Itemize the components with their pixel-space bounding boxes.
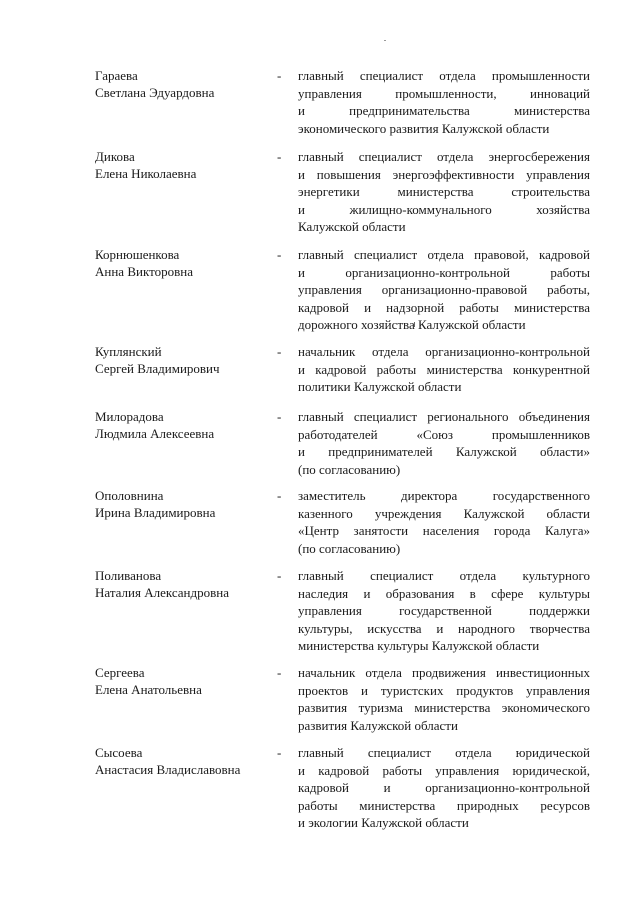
position-line: начальник отдела продвижения инвестиционных <box>298 665 590 680</box>
given-names: Наталия Александровна <box>95 585 229 600</box>
surname: Поливанова <box>95 568 162 583</box>
member-name <box>95 567 270 601</box>
member-position <box>298 343 590 396</box>
position-line: развития туризма министерства экономического <box>298 700 590 715</box>
position-line: главный специалист регионального объединения <box>298 409 590 424</box>
position-line: начальник отдела организационно-контрольной <box>298 344 590 359</box>
position-line: культуры, искусства и народного творчества <box>298 620 590 636</box>
position-line: наследия и образования в сфере культуры <box>298 585 590 601</box>
position-line: и кадровой работы министерства конкурентной <box>298 361 590 377</box>
dash-separator: - <box>277 488 282 503</box>
given-names: Светлана Эдуардовна <box>95 85 215 100</box>
position-line: энергетики министерства строительства <box>298 184 590 199</box>
position-line: кадровой и организационно-контрольной <box>298 780 590 795</box>
member-position <box>298 567 590 655</box>
position-line: и жилищно-коммунального хозяйства <box>298 201 590 217</box>
member-position <box>298 487 590 557</box>
surname: Куплянский <box>95 344 162 359</box>
dash-separator: - <box>277 68 282 83</box>
position-line: главный специалист отдела промышленности <box>298 68 590 83</box>
position-line: работы министерства природных ресурсов <box>298 797 590 813</box>
member-position <box>298 744 590 832</box>
position-line: главный специалист отдела энергосбережения <box>298 149 590 164</box>
surname: Дикова <box>95 149 135 164</box>
position-line: министерства культуры Калужской области <box>298 638 540 653</box>
surname: Сысоева <box>95 745 143 760</box>
member-name <box>95 487 270 521</box>
member-name <box>95 343 270 377</box>
dash-separator: - <box>277 247 282 262</box>
position-line: «Центр занятости населения города Калуга» <box>298 523 590 538</box>
member-name <box>95 664 270 698</box>
position-line: главный специалист отдела культурного <box>298 568 590 583</box>
position-line: управления организационно-правовой работы, <box>298 282 590 297</box>
position-line: главный специалист отдела юридической <box>298 745 590 760</box>
given-names: Сергей Владимирович <box>95 361 220 376</box>
position-line: главный специалист отдела правовой, кадровой <box>298 247 590 262</box>
given-names: Елена Анатольевна <box>95 682 202 697</box>
dash-separator: - <box>277 665 282 680</box>
position-line: кадровой и надзорной работы министерства <box>298 299 590 315</box>
member-name <box>95 408 270 442</box>
given-names: Людмила Алексеевна <box>95 426 215 441</box>
position-line: проектов и туристских продуктов управления <box>298 682 590 698</box>
surname: Гараева <box>95 68 138 83</box>
position-line: (по согласованию) <box>298 540 401 556</box>
position-line: дорожного хозяйства Калужской области <box>298 317 526 332</box>
given-names: Ирина Владимировна <box>95 505 216 520</box>
position-line: (по согласованию) <box>298 461 401 477</box>
position-line: развития Калужской области <box>298 717 458 733</box>
member-name <box>95 148 270 182</box>
member-position <box>298 408 590 478</box>
position-line: и повышения энергоэффективности управления <box>298 166 590 182</box>
member-position <box>298 246 590 334</box>
member-position <box>298 148 590 236</box>
member-position <box>298 664 590 734</box>
surname: Ополовнина <box>95 488 164 503</box>
position-line: управления государственной поддержки <box>298 603 590 618</box>
position-line: и экологии Калужской области <box>298 815 469 830</box>
position-line: работодателей «Союз промышленников <box>298 426 590 442</box>
position-line: и предпринимательства министерства <box>298 103 590 118</box>
surname: Милорадова <box>95 409 164 424</box>
member-name <box>95 67 270 101</box>
given-names: Анна Викторовна <box>95 264 193 279</box>
dash-separator: - <box>277 409 282 424</box>
dash-separator: - <box>277 149 282 164</box>
given-names: Анастасия Владиславовна <box>95 762 241 777</box>
scan-speck <box>384 40 386 41</box>
position-line: политики Калужской области <box>298 379 462 394</box>
position-line: заместитель директора государственного <box>298 488 590 503</box>
position-line: и кадровой работы управления юридической, <box>298 762 590 778</box>
given-names: Елена Николаевна <box>95 166 197 181</box>
dash-separator: - <box>277 745 282 760</box>
member-position <box>298 67 590 137</box>
position-line: экономического развития Калужской области <box>298 120 550 136</box>
position-line: и организационно-контрольной работы <box>298 264 590 280</box>
position-line: казенного учреждения Калужской области <box>298 505 590 521</box>
surname: Корнюшенкова <box>95 247 180 262</box>
member-name <box>95 246 270 280</box>
dash-separator: - <box>277 568 282 583</box>
member-name <box>95 744 270 778</box>
position-line: управления промышленности, инноваций <box>298 85 590 101</box>
dash-separator: - <box>277 344 282 359</box>
surname: Сергеева <box>95 665 145 680</box>
position-line: Калужской области <box>298 219 406 234</box>
position-line: и предпринимателей Калужской области» <box>298 444 590 459</box>
